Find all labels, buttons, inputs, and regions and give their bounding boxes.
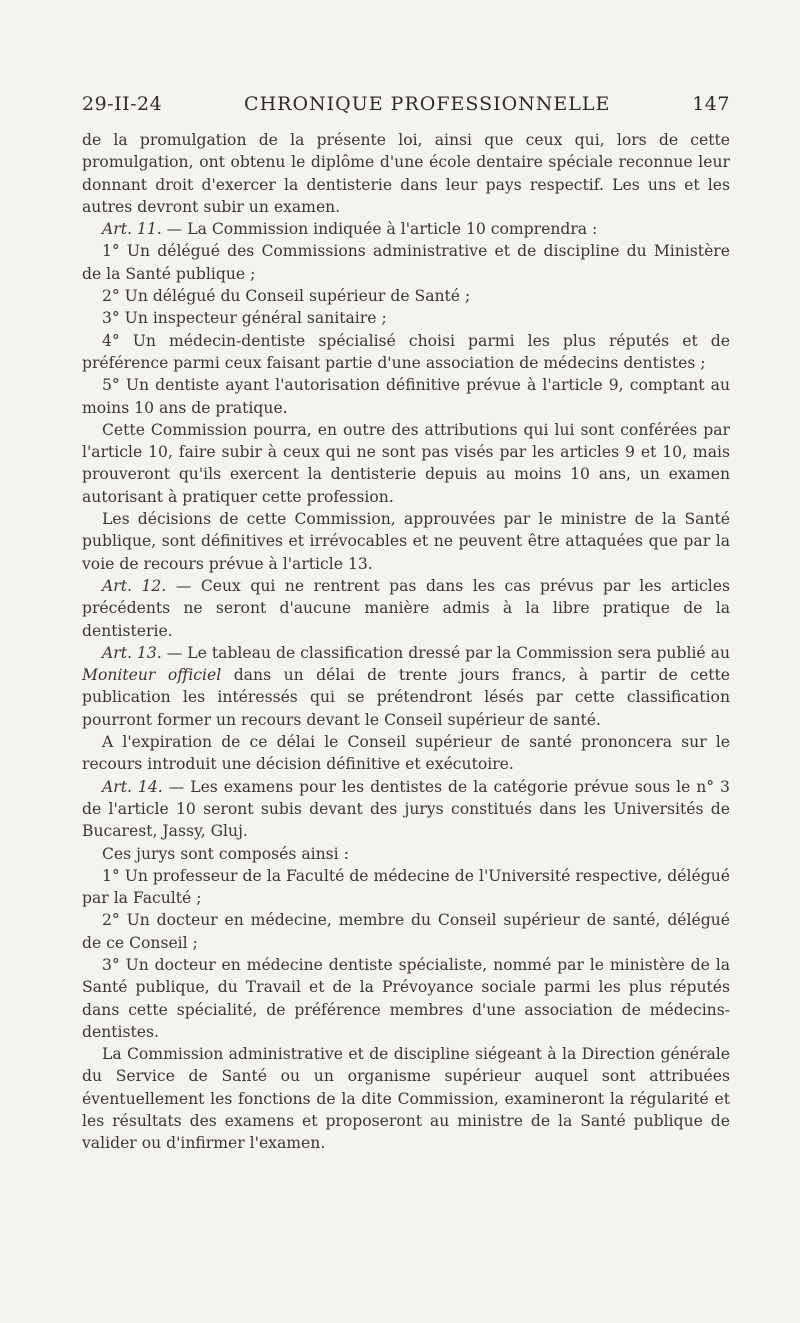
list-item: 5° Un dentiste ayant l'autorisation définitive prévue à l'article 9, comptant au moins 10 ans de pratique. <box>82 376 730 417</box>
list-item: 3° Un inspecteur général sanitaire ; <box>102 309 387 328</box>
body-text <box>82 129 730 1155</box>
article-label: Art. 13. <box>102 643 162 662</box>
list-item: 3° Un docteur en médecine dentiste spécialiste, nommé par le ministère de la Santé publique, du Travail et de la Prévoyance sociale parmi les plus réputés dans cette spécialité, de préférence membres d'une association de médecins-dentistes. <box>82 955 730 1041</box>
article-11-intro: Art. 11. — La Commission indiquée à l'article 10 comprendra : <box>102 220 598 239</box>
article-12: Art. 12. — Ceux qui ne rentrent pas dans les cas prévus par les articles précédents ne seront d'aucune manière admis à la libre pratique de la dentisterie. <box>82 576 730 640</box>
page-number: 147 <box>692 93 730 115</box>
header-date: 29-II-24 <box>82 93 163 115</box>
article-label: Art. 11. <box>102 220 162 239</box>
paragraph: Les décisions de cette Commission, approuvées par le ministre de la Santé publique, sont définitives et irrévocables et ne peuvent être attaquées que par la voie de recours prévue à l'article 13. <box>82 510 730 573</box>
list-item: 2° Un docteur en médecine, membre du Conseil supérieur de santé, délégué de ce Conseil ; <box>82 911 730 952</box>
page-header <box>82 93 730 115</box>
article-14: Art. 14. — Les examens pour les dentistes de la catégorie prévue sous le n° 3 de l'article 10 seront subis devant des jurys constitués dans les Universités de Bucarest, Jassy, Gluj. <box>82 777 730 841</box>
paragraph: Ces jurys sont composés ainsi : <box>102 844 349 863</box>
article-label: Art. 14. <box>102 777 163 796</box>
publication-name: Moniteur officiel <box>82 666 222 685</box>
article-label: Art. 12. <box>102 576 167 595</box>
paragraph: de la promulgation de la présente loi, ainsi que ceux qui, lors de cette promulgation, ont obtenu le diplôme d'une école dentaire spéciale reconnue leur donnant droit d'exercer la dentisterie dans leur pays respectif. Les uns et les autres devront subir un examen. <box>82 131 730 216</box>
list-item: 2° Un délégué du Conseil supérieur de Santé ; <box>102 287 471 306</box>
article-13: Art. 13. — Le tableau de classification dressé par la Commission sera publié au Moniteur officiel dans un délai de trente jours francs, à partir de cette publication les intéressés qui se prétendront lésés par cette classification pourront former un recours devant le Conseil supérieur de santé. <box>82 643 730 729</box>
header-title: CHRONIQUE PROFESSIONNELLE <box>244 93 611 115</box>
paragraph: Cette Commission pourra, en outre des attributions qui lui sont conférées par l'article 10, faire subir à ceux qui ne sont pas visés par les articles 9 et 10, mais prouveront qu'ils exercent la dentisterie depuis au moins 10 ans, un examen autorisant à pratiquer cette profession. <box>82 420 730 506</box>
paragraph: A l'expiration de ce délai le Conseil supérieur de santé prononcera sur le recours introduit une décision définitive et exécutoire. <box>82 733 730 774</box>
list-item: 1° Un professeur de la Faculté de médecine de l'Université respective, délégué par la Faculté ; <box>82 866 730 908</box>
paragraph: La Commission administrative et de discipline siégeant à la Direction générale du Service de Santé ou un organisme supérieur auquel sont attribuées éventuellement les fonctions de la dite Commission, examineront la régularité et les résultats des examens et proposeront au ministre de la Santé publique de valider ou d'infirmer l'examen. <box>82 1045 730 1153</box>
list-item: 1° Un délégué des Commissions administrative et de discipline du Ministère de la Santé publique ; <box>82 242 730 283</box>
list-item: 4° Un médecin-dentiste spécialisé choisi parmi les plus réputés et de préférence parmi ceux faisant partie d'une association de médecins dentistes ; <box>82 331 730 372</box>
